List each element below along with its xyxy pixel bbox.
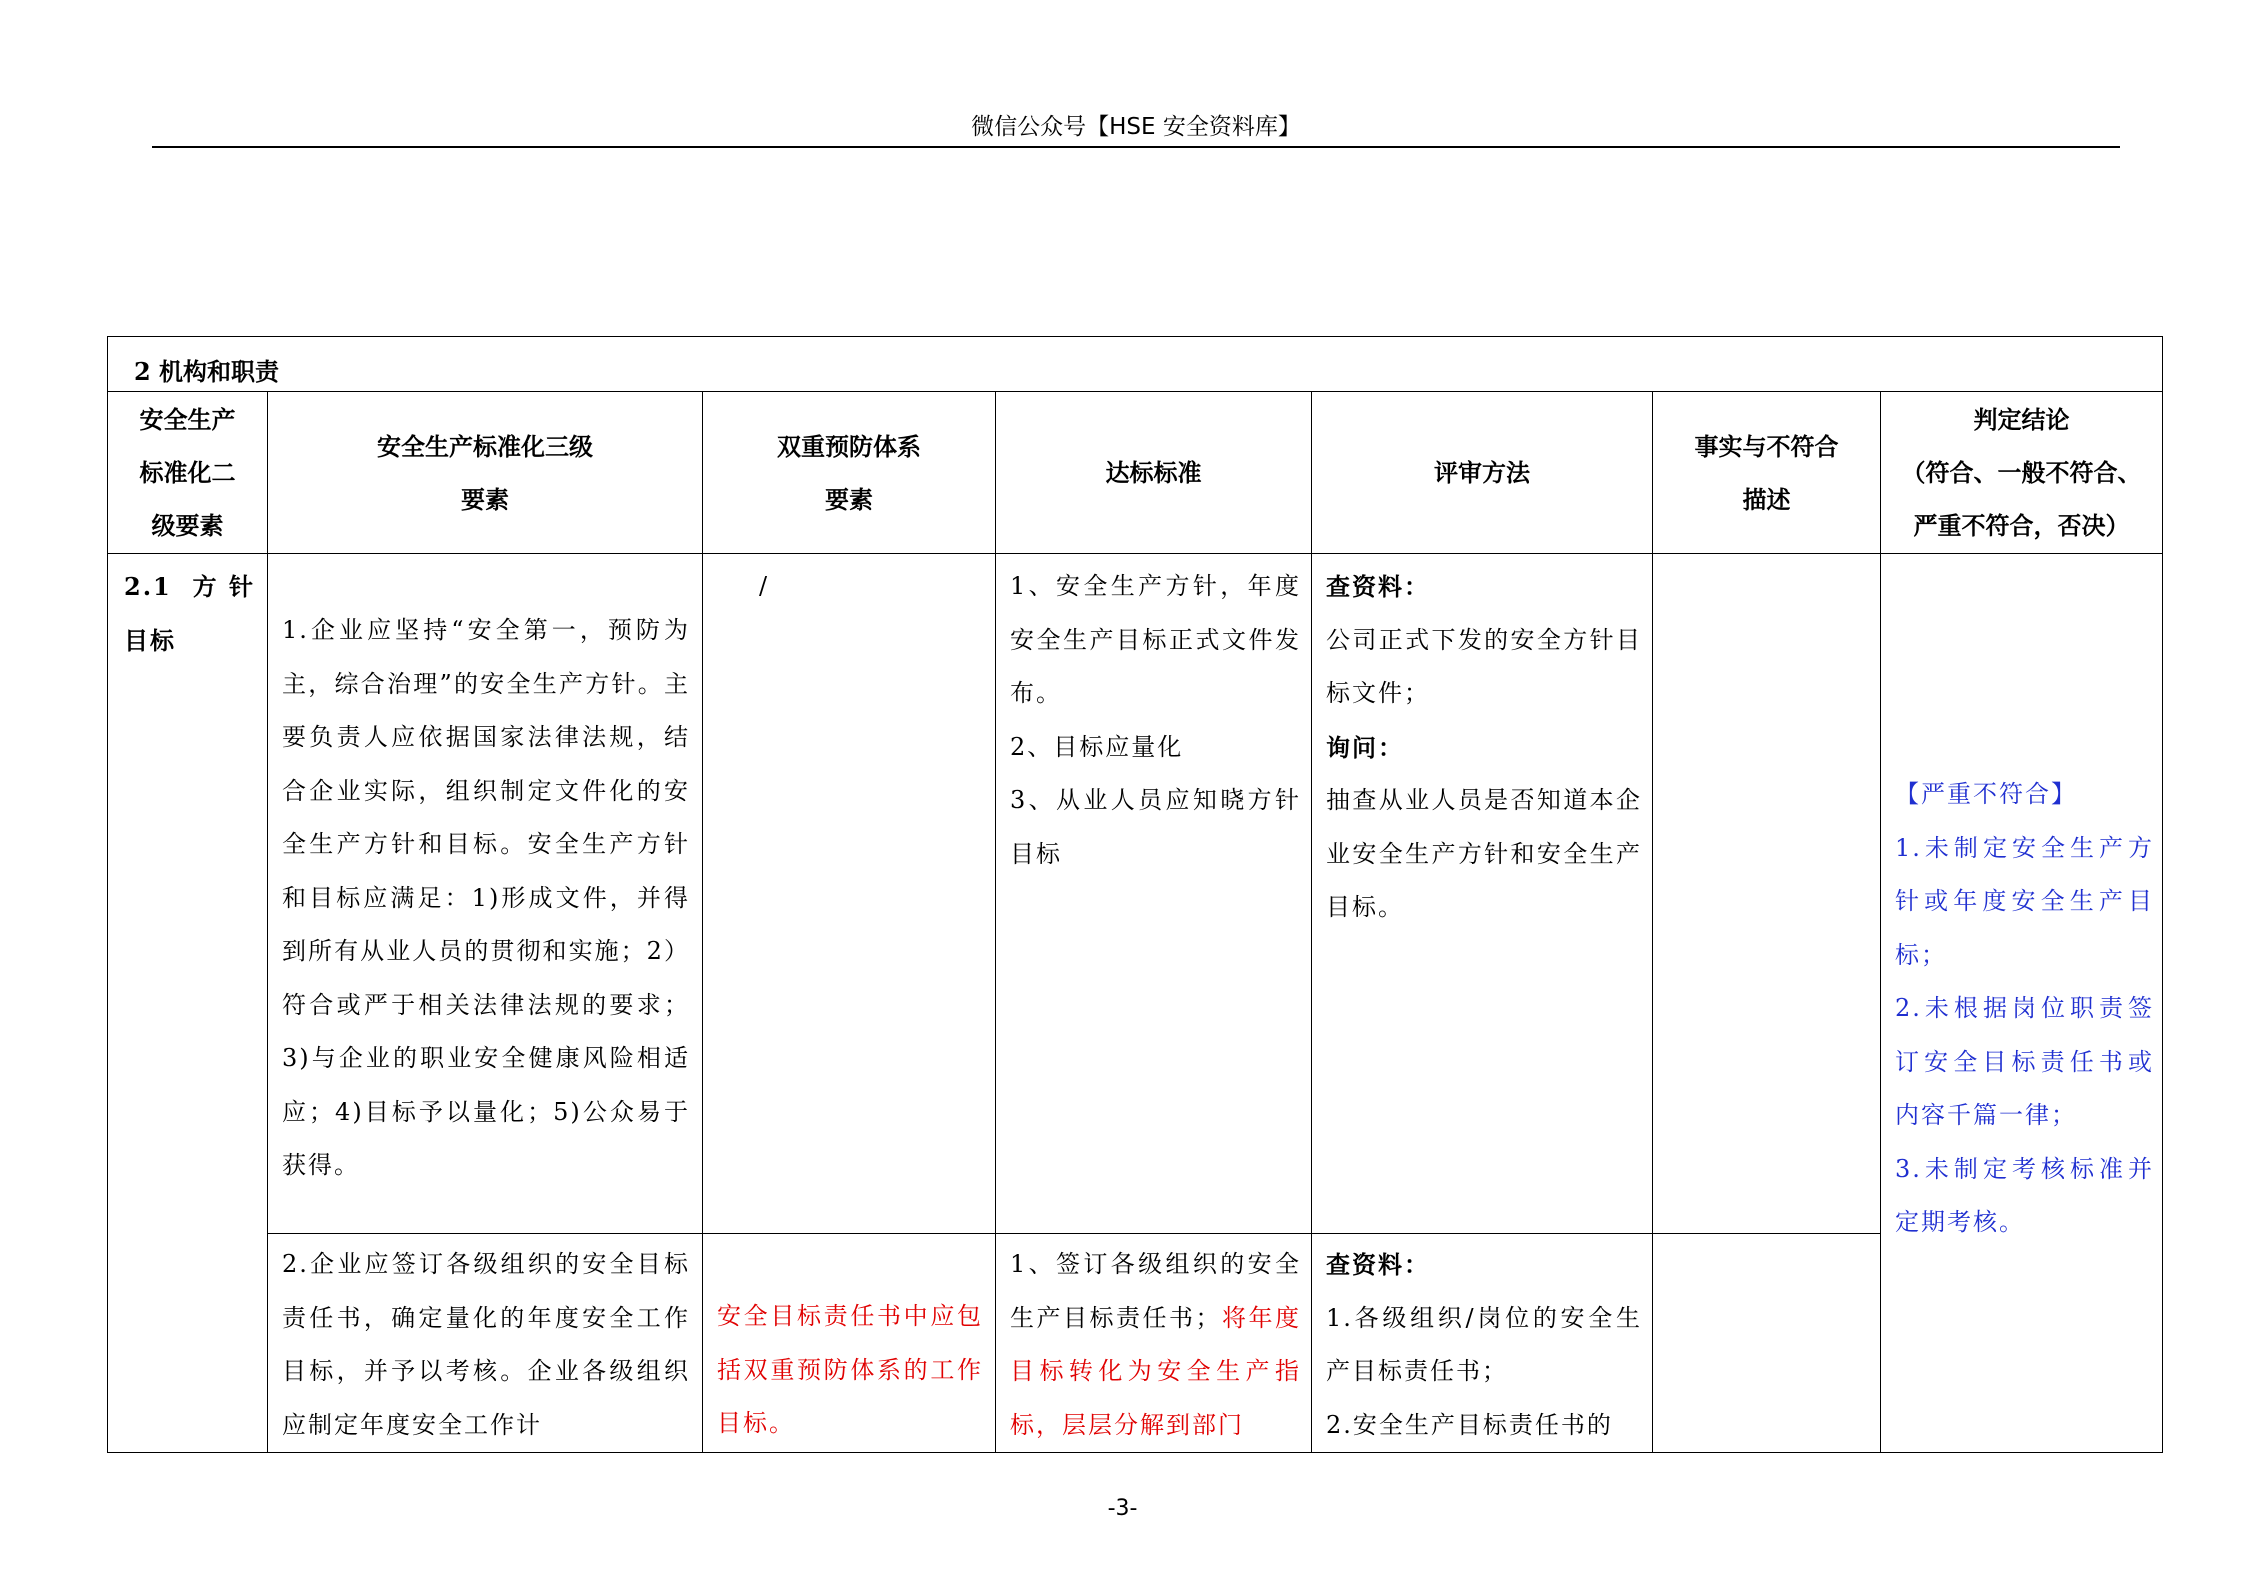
- col-header-dual-prevention: [703, 392, 996, 554]
- standard-cell: [996, 554, 1312, 1234]
- table-row: [108, 554, 2163, 1234]
- conclusion-item: 1.未制定安全生产方针或年度安全生产目标；: [1895, 833, 2155, 969]
- col-header-level3-line: 要素: [461, 484, 509, 514]
- conclusion-cell: [1881, 554, 2163, 1453]
- col-header-conclusion-line: 判定结论: [1973, 405, 2070, 434]
- standard-item-highlight: 将年度目标转化为安全生产指标，层层分解到部门: [1010, 1303, 1301, 1439]
- method-label: 询问：: [1326, 732, 1404, 762]
- conclusion-item: 3.未制定考核标准并定期考核。: [1895, 1154, 2155, 1236]
- col-header-level3-line: 安全生产标准化三级: [377, 431, 593, 461]
- col-header-conclusion-line: （符合、一般不符合、: [1901, 458, 2142, 487]
- method-item: 2.安全生产目标责任书的: [1326, 1410, 1613, 1439]
- level3-requirement: 2.企业应签订各级组织的安全目标责任书，确定量化的年度安全工作目标，并予以考核。企业各级组织应制定年度安全工作计: [268, 1234, 703, 1453]
- col-header-level2-line: 标准化二: [139, 458, 236, 487]
- col-header-conclusion-line: 严重不符合，否决）: [1913, 511, 2130, 540]
- method-cell: [1312, 1234, 1653, 1453]
- method-cell: [1312, 554, 1653, 1234]
- page-header: 微信公众号【HSE 安全资料库】: [971, 114, 1301, 140]
- col-header-facts-line: 事实与不符合: [1694, 431, 1839, 461]
- section-title: 2 机构和职责: [108, 337, 2163, 392]
- col-header-level2-line: 安全生产: [139, 405, 236, 434]
- col-header-method: 评审方法: [1312, 392, 1653, 554]
- standard-item: 2、目标应量化: [1010, 732, 1184, 761]
- standard-cell: [996, 1234, 1312, 1453]
- col-header-level3: [268, 392, 703, 554]
- table-row: [108, 1234, 2163, 1453]
- col-header-facts: [1653, 392, 1881, 554]
- col-header-level2: [108, 392, 268, 554]
- standard-item: 1、签订各级组织的安全生产目标责任书；: [1010, 1250, 1301, 1332]
- col-header-facts-line: 描述: [1742, 484, 1791, 514]
- method-item: 1.各级组织/岗位的安全生产目标责任书；: [1326, 1303, 1642, 1385]
- facts-cell[interactable]: [1653, 1234, 1881, 1453]
- dual-prevention-cell: [703, 554, 996, 1234]
- col-header-conclusion: [1881, 392, 2163, 554]
- header-row: [108, 392, 2163, 554]
- method-text: 抽查从业人员是否知道本企业安全生产方针和安全生产目标。: [1326, 786, 1642, 921]
- element-label: 2.1 方针目标: [108, 554, 268, 1453]
- method-label: 查资料：: [1326, 1250, 1430, 1279]
- header-rule: [152, 146, 2120, 148]
- dual-prevention-value: 安全目标责任书中应包括双重预防体系的工作目标。: [703, 1234, 996, 1453]
- col-header-level2-line: 级要素: [151, 511, 224, 540]
- method-text: 公司正式下发的安全方针目标文件；: [1326, 625, 1642, 707]
- col-header-standard: 达标标准: [996, 392, 1312, 554]
- col-header-dual-line: 双重预防体系: [777, 431, 921, 461]
- standard-item: 1、安全生产方针，年度安全生产目标正式文件发布。: [1010, 572, 1301, 707]
- page-number: -3-: [1107, 1496, 1138, 1521]
- standard-item: 3、从业人员应知晓方针目标: [1010, 786, 1301, 868]
- method-label: 查资料：: [1326, 572, 1430, 601]
- col-header-dual-line: 要素: [825, 484, 873, 514]
- facts-cell[interactable]: [1653, 554, 1881, 1234]
- conclusion-heading: 【严重不符合】: [1895, 780, 2077, 808]
- level3-requirement: 1.企业应坚持“安全第一，预防为主，综合治理”的安全生产方针。主要负责人应依据国家法律法规，结合企业实际，组织制定文件化的安全生产方针和目标。安全生产方针和目标应满足：1)形成文件，并得到所有从业人员的贯彻和实施；2）符合或严于相关法律法规的要求；3)与企业的职业安全健康风险相适应；4)目标予以量化；5)公众易于获得。: [268, 554, 703, 1234]
- audit-table: [107, 336, 2163, 1453]
- section-row: [108, 337, 2163, 392]
- conclusion-item: 2.未根据岗位职责签订安全目标责任书或内容千篇一律；: [1895, 994, 2155, 1129]
- dual-prevention-value: /: [759, 572, 770, 600]
